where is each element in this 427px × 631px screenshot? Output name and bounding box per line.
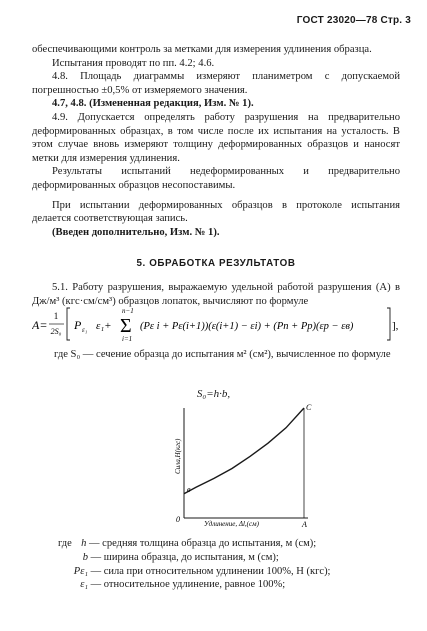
x-axis-label: Удлинение, Δl,(см): [204, 520, 259, 528]
formula-lhs: A=: [32, 318, 48, 332]
definition-b: b — ширина образца, до испытания, м (см);: [82, 551, 279, 563]
paragraph-8: (Введен дополнительно, Изм. № 1).: [52, 226, 220, 238]
running-head: ГОСТ 23020—78 Стр. 3: [296, 15, 411, 26]
formula-sum-bot: i=1: [122, 335, 133, 343]
definitions-list: [58, 537, 400, 592]
definition-h: где h — средняя толщина образца до испытания, м (см);: [58, 538, 317, 549]
formula-frac-num: 1: [53, 311, 59, 321]
force-curve: [184, 408, 304, 494]
formula-term1-eps: ε₁+: [96, 320, 112, 332]
end-label-a: А: [302, 520, 307, 529]
force-elongation-chart: [170, 402, 320, 530]
body-text: [32, 43, 400, 308]
paragraph-2: Испытания проводят по пп. 4.2; 4.6.: [52, 57, 215, 69]
end-label-c: С: [306, 403, 312, 412]
origin-label: 0: [176, 515, 180, 524]
formula-term1: P: [74, 318, 82, 332]
formula-term1-sub: ε₁: [82, 326, 88, 334]
paragraph-3: 4.8. Площадь диаграммы измеряют планиметром с допускаемой погрешностью ±0,5% от измеряемого значения.: [32, 71, 400, 96]
definition-pe1: Pε₁ — сила при относительном удлинении 100%, Н (кгс);: [73, 565, 331, 577]
y-axis-label: Сила,Н(кгс): [174, 438, 182, 474]
where-line: где S₀ — сечение образца до испытания м² (см²), вычисленное по формуле: [54, 349, 391, 360]
formula-sum-top: n−1: [122, 307, 134, 315]
s0-formula: S₀=h·b,: [196, 388, 231, 400]
formula-body: (Pε i + Pε(i+1))(ε(i+1) − εi) + (Pп + Pр)(εр − εв): [140, 321, 354, 332]
formula-tail: ],: [392, 320, 399, 332]
paragraph-5: 4.9. Допускается определять работу разрушения на предварительно деформированных образцах, в том числе после их испытания на усталость. В этом случае вновь измеряют толщину деформированных образцов и наносят метки для измерения удлинения.: [32, 111, 400, 164]
sum-symbol-icon: Σ: [120, 315, 132, 337]
work-formula: [32, 305, 400, 343]
paragraph-6: Результаты испытаний недеформированных и предварительно деформированных образцов несопоставимы.: [32, 166, 400, 191]
formula-frac-den: 2S₀: [50, 327, 62, 336]
paragraph-1: обеспечивающими контроль за метками для измерения удлинения образца.: [32, 44, 372, 55]
paragraph-4: 4.7, 4.8. (Измененная редакция, Изм. № 1).: [52, 98, 254, 110]
paragraph-7: При испытании деформированных образцов в протоколе испытания делается соответствующая запись.: [32, 199, 400, 225]
point-label-v: в: [187, 484, 191, 494]
definition-e1: ε₁ — относительное удлинение, равное 100%;: [80, 579, 286, 591]
section-paragraph: 5.1. Работу разрушения, выражаемую удельной работой разрушения (A) в Дж/м³ (кгс·см/см³) образцов лопаток, вычисляют по формуле: [32, 281, 400, 307]
section-title: 5. ОБРАБОТКА РЕЗУЛЬТАТОВ: [136, 258, 296, 270]
